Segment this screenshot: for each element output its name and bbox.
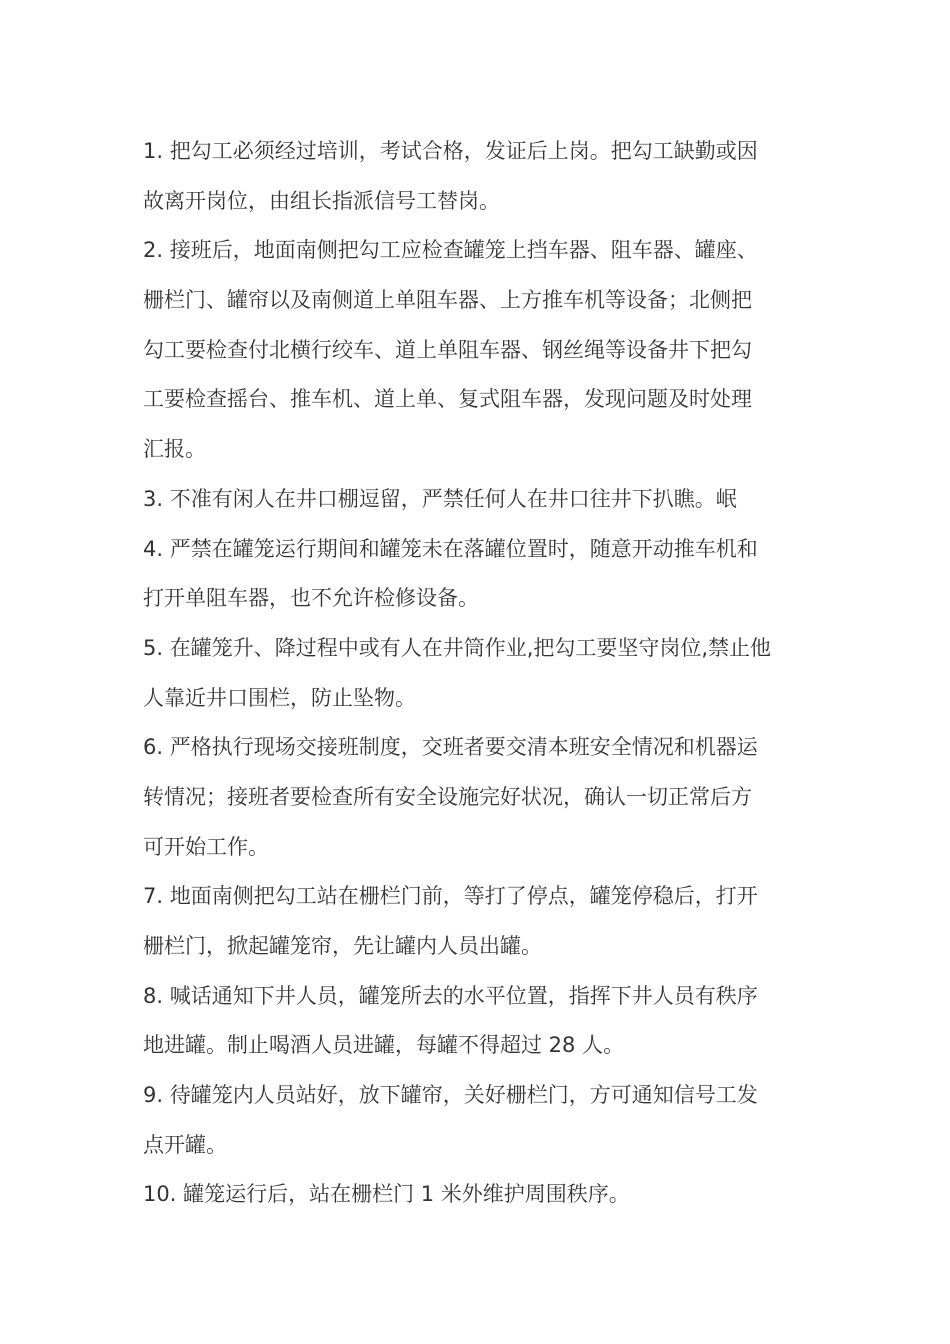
list-item: [143, 226, 823, 474]
text-line: 1. 把勾工必须经过培训，考试合格，发证后上岗。把勾工缺勤或因: [143, 139, 758, 163]
text-line: 故离开岗位，由组长指派信号工替岗。: [143, 188, 500, 213]
text-line: 2. 接班后，地面南侧把勾工应检查罐笼上挡车器、阻车器、罐座、: [143, 238, 758, 263]
text-line: 8. 喊话通知下井人员，罐笼所去的水平位置，指挥下井人员有秩序: [143, 983, 758, 1008]
text-line: 栅栏门，掀起罐笼帘，先让罐内人员出罐。: [143, 934, 542, 958]
list-item: [143, 525, 823, 624]
list-item: [143, 1071, 823, 1170]
list-item: [143, 723, 823, 872]
list-item: [143, 624, 823, 723]
list-item: [143, 872, 823, 971]
text-line: 栅栏门、罐帘以及南侧道上单阻车器、上方推车机等设备；北侧把: [143, 288, 752, 313]
text-line: 10. 罐笼运行后，站在栅栏门 1 米外维护周围秩序。: [143, 1182, 630, 1207]
text-line: 4. 严禁在罐笼运行期间和罐笼未在落罐位置时，随意开动推车机和: [143, 536, 758, 561]
text-line: 工要检查摇台、推车机、道上单、复式阻车器，发现问题及时处理: [143, 387, 752, 412]
text-line: 7. 地面南侧把勾工站在栅栏门前，等打了停点，罐笼停稳后，打开: [143, 884, 758, 909]
text-line: 9. 待罐笼内人员站好，放下罐帘，关好栅栏门，方可通知信号工发: [143, 1083, 758, 1108]
text-line: 点开罐。: [143, 1132, 227, 1157]
text-line: 3. 不准有闲人在井口棚逗留，严禁任何人在井口往井下扒瞧。岷: [143, 486, 737, 511]
list-item: [143, 127, 823, 226]
list-item: [143, 1170, 823, 1220]
text-line: 5. 在罐笼升、降过程中或有人在井筒作业,把勾工要坚守岗位,禁止他: [143, 635, 772, 660]
text-line: 地进罐。制止喝酒人员进罐，每罐不得超过 28 人。: [143, 1033, 625, 1058]
text-line: 可开始工作。: [143, 834, 269, 859]
text-line: 转情况；接班者要检查所有安全设施完好状况，确认一切正常后方: [143, 784, 752, 809]
list-item: [143, 475, 823, 525]
text-line: 人靠近井口围栏，防止坠物。: [143, 685, 416, 710]
text-line: 6. 严格执行现场交接班制度，交班者要交清本班安全情况和机器运: [143, 735, 758, 760]
text-line: 打开单阻车器，也不允许检修设备。: [143, 586, 479, 611]
text-line: 勾工要检查付北横行绞车、道上单阻车器、钢丝绳等设备井下把勾: [143, 337, 752, 362]
document-body: [143, 127, 823, 1220]
list-item: [143, 972, 823, 1071]
text-line: 汇报。: [143, 437, 206, 462]
